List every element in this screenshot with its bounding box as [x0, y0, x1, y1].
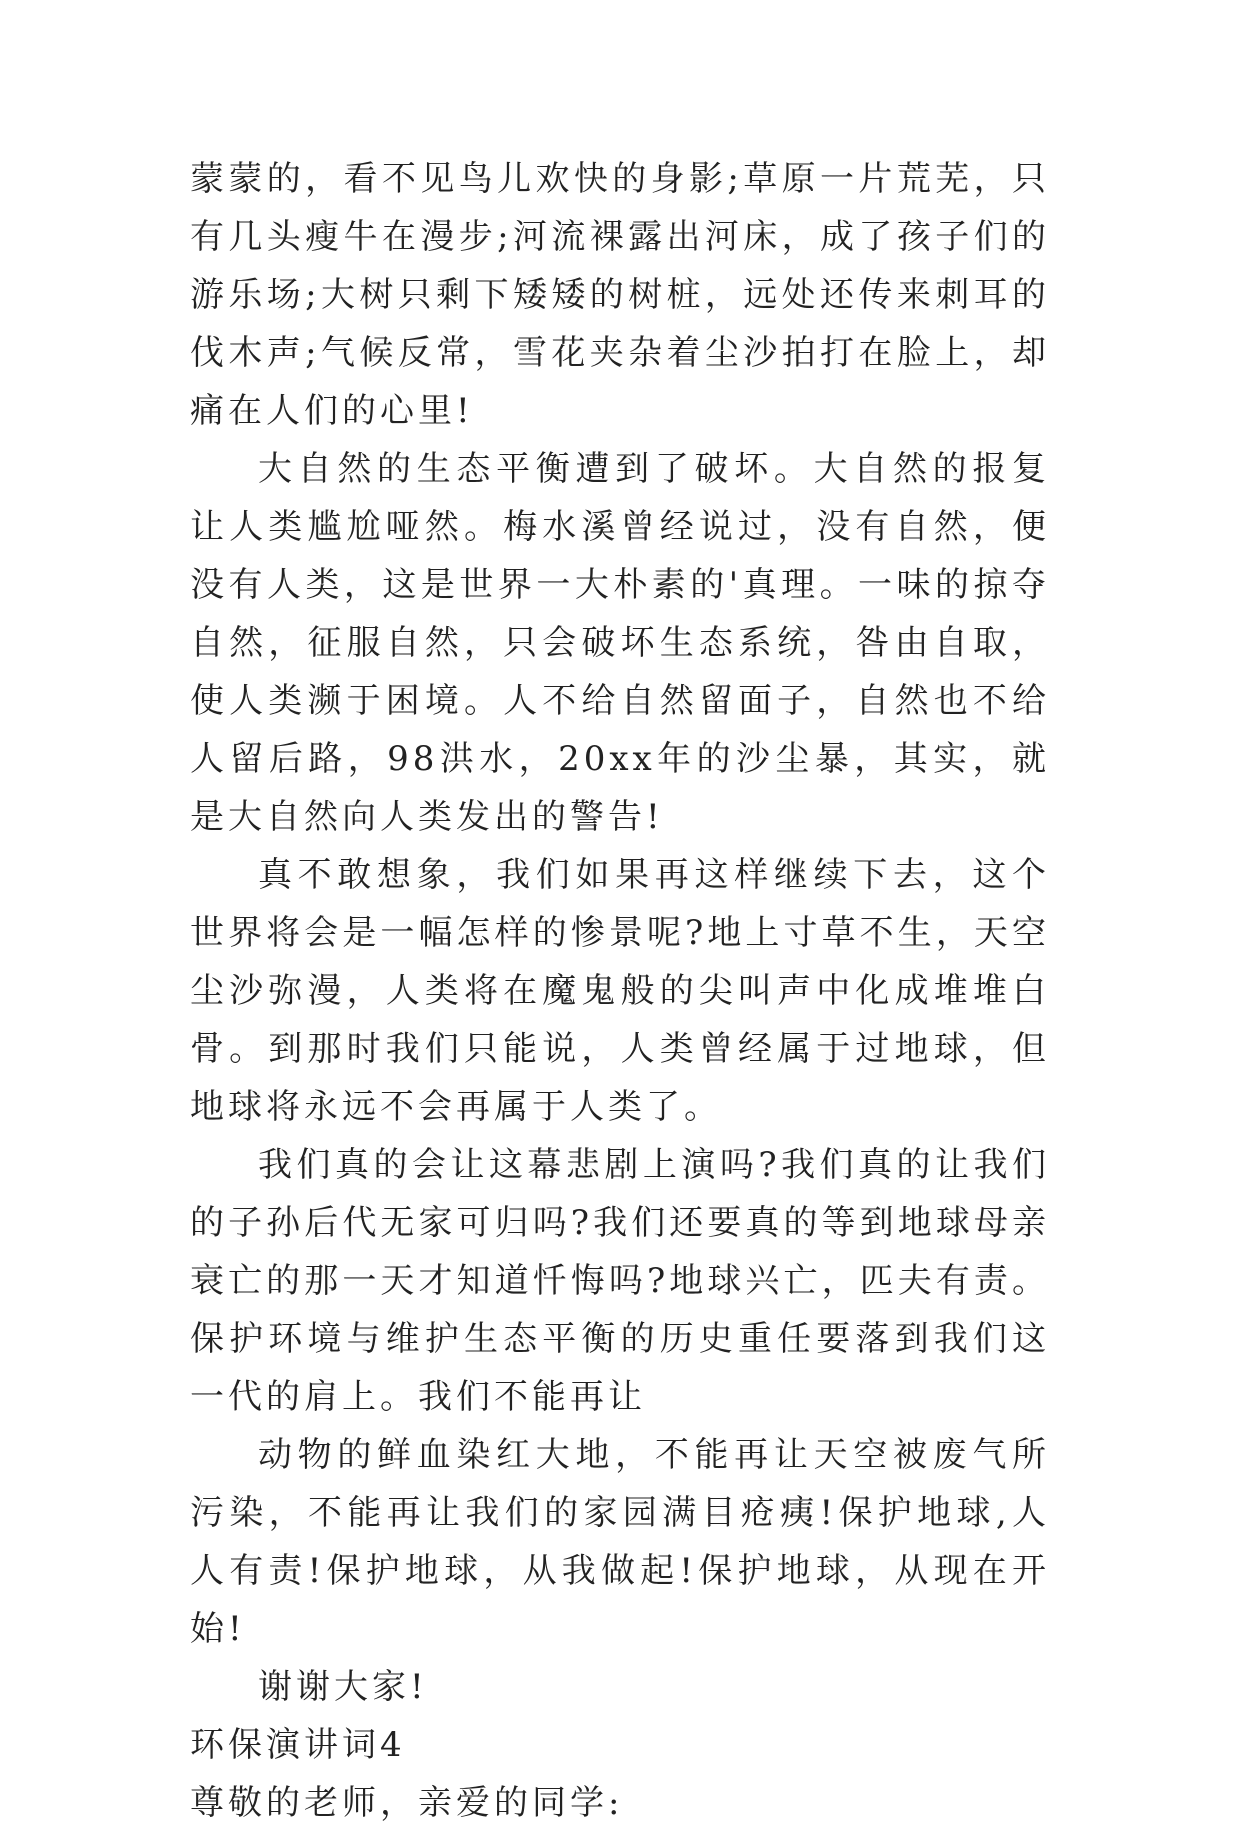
salutation: 尊敬的老师，亲爱的同学:: [190, 1783, 624, 1823]
paragraph-imagine: 真不敢想象，我们如果再这样继续下去，这个世界将会是一幅怎样的惨景呢?地上寸草不生，天空尘沙弥漫，人类将在魔鬼般的尖叫声中化成堆堆白骨。到那时我们只能说，人类曾经属于过地球，但地球将永远不会再属于人类了。: [190, 855, 1050, 1127]
paragraph-thanks: 谢谢大家!: [258, 1667, 428, 1707]
paragraph-ecology: 大自然的生态平衡遭到了破坏。大自然的报复让人类尴尬哑然。梅水溪曾经说过，没有自然，便没有人类，这是世界一大朴素的'真理。一味的掠夺自然，征服自然，只会破坏生态系统，咎由自取，使人类濒于困境。人不给自然留面子，自然也不给人留后路，98洪水，20xx年的沙尘暴，其实，就是大自然向人类发出的警告!: [190, 449, 1050, 837]
paragraph-protect: 动物的鲜血染红大地，不能再让天空被废气所污染，不能再让我们的家园满目疮痍!保护地球,人人有责!保护地球，从我做起!保护地球，从现在开始!: [190, 1435, 1050, 1649]
section-heading: 环保演讲词4: [190, 1725, 406, 1765]
document-body: [190, 150, 1050, 1832]
paragraph-continued: 蒙蒙的，看不见鸟儿欢快的身影;草原一片荒芜，只有几头瘦牛在漫步;河流裸露出河床，成了孩子们的游乐场;大树只剩下矮矮的树桩，远处还传来刺耳的伐木声;气候反常，雪花夹杂着尘沙拍打在脸上，却痛在人们的心里!: [190, 159, 1050, 431]
paragraph-tragedy: 我们真的会让这幕悲剧上演吗?我们真的让我们的子孙后代无家可归吗?我们还要真的等到地球母亲衰亡的那一天才知道忏悔吗?地球兴亡，匹夫有责。保护环境与维护生态平衡的历史重任要落到我们这一代的肩上。我们不能再让: [190, 1145, 1050, 1417]
